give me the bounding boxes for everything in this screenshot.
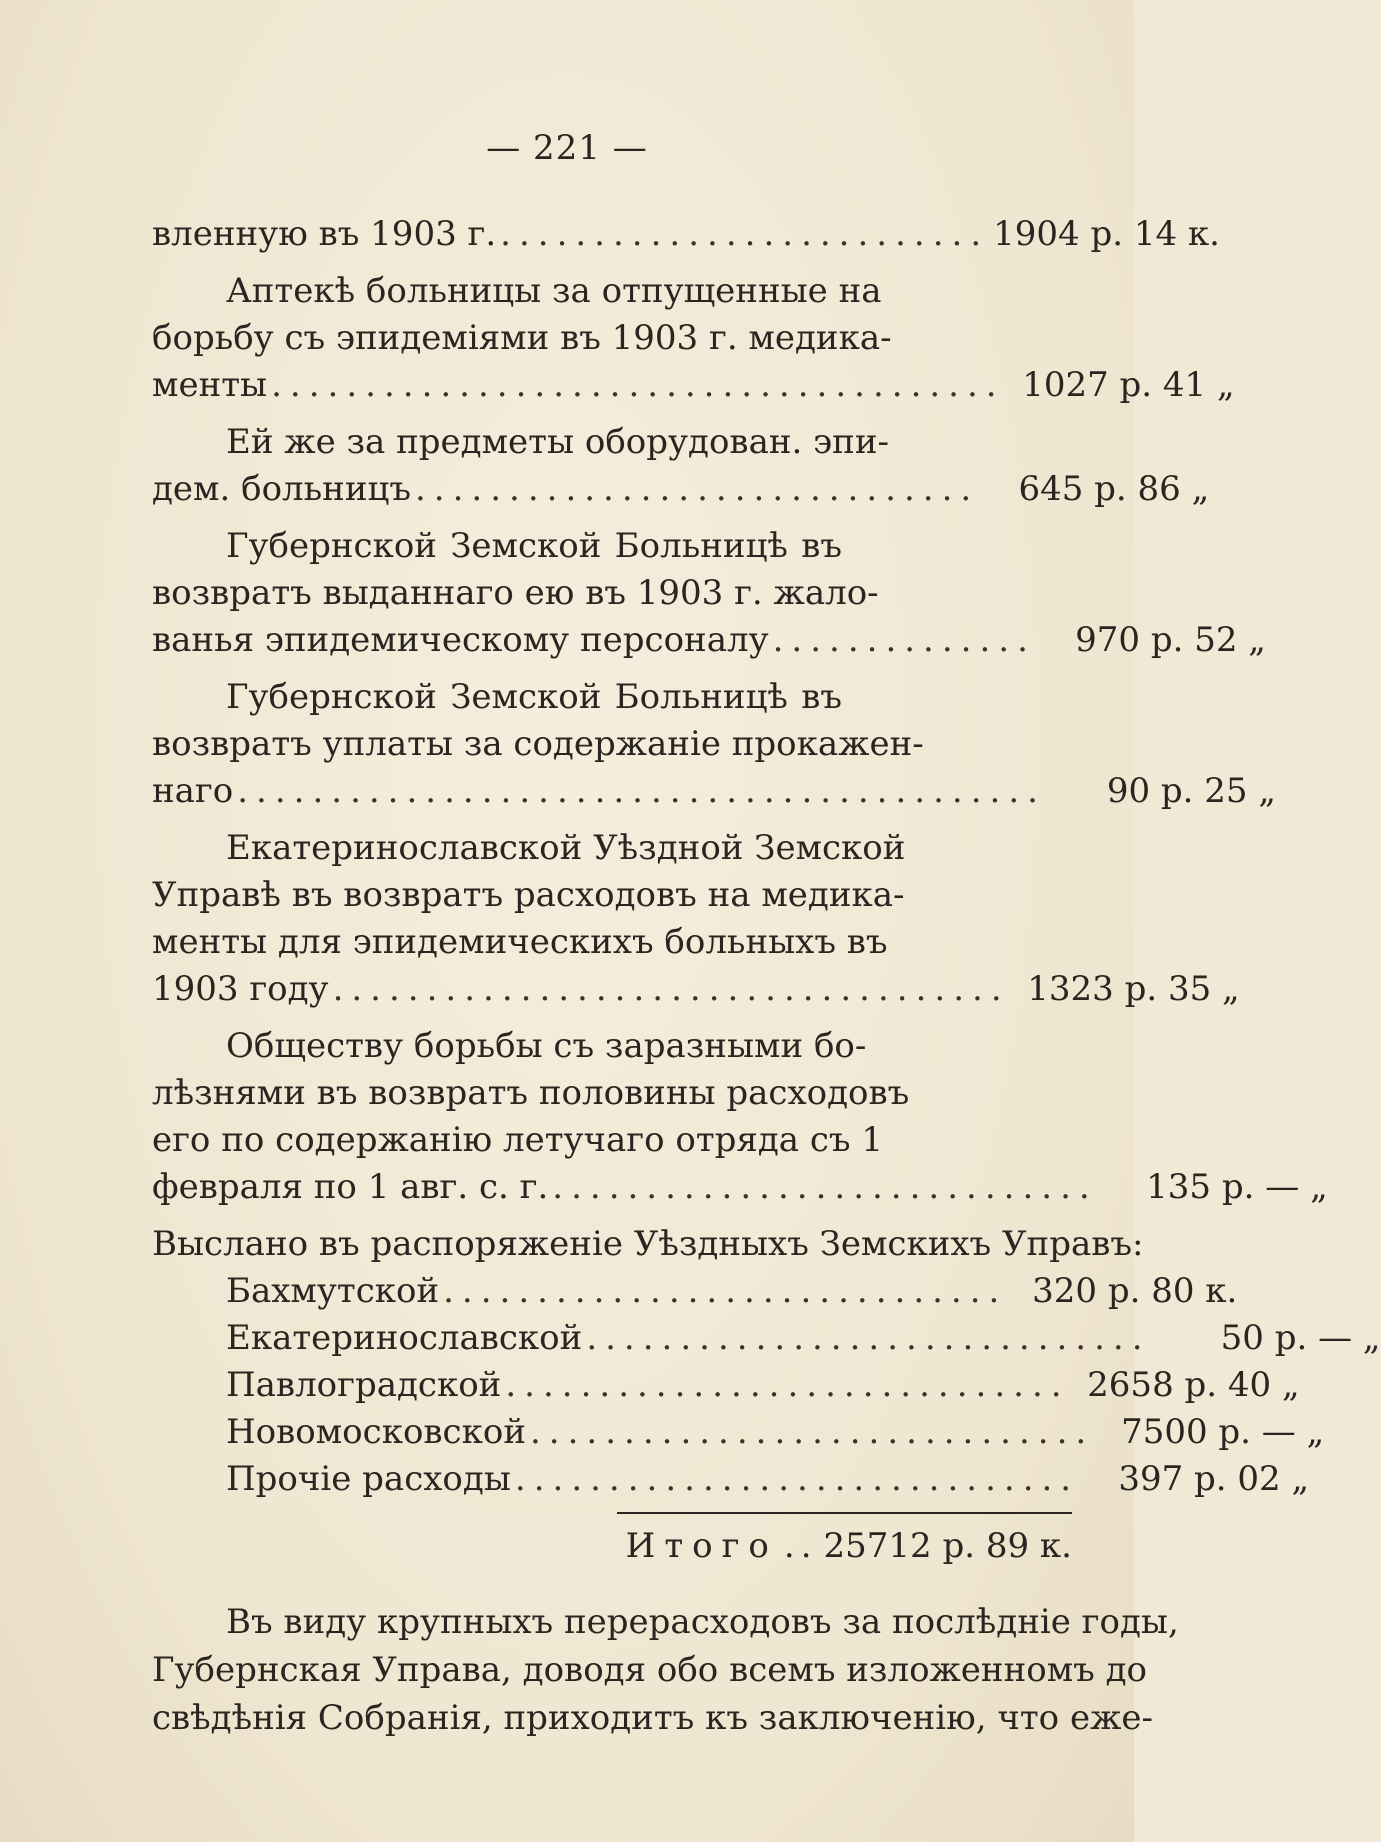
leader-dots: ..............................	[443, 1271, 1008, 1311]
entry-amount: 970 р. 52 „	[1075, 620, 1266, 660]
paragraph-line	[152, 1598, 1179, 1646]
entry-line	[152, 918, 1072, 965]
entry-amount: 1323 р. 35 „	[1027, 969, 1240, 1009]
paragraph-text: Въ виду крупныхъ перерасходовъ за послѣдніе годы,	[226, 1602, 1179, 1642]
entry-line	[152, 314, 1072, 361]
entry-text: его по содержанію летучаго отряда съ 1	[152, 1120, 883, 1160]
entry-text: Губернской Земской Больницѣ въ	[226, 677, 842, 717]
section-heading: Выслано въ распоряженіе Уѣздныхъ Земскихъ Управъ:	[152, 1224, 1144, 1264]
leader-dots: ...........................................	[237, 771, 1046, 811]
entry-line	[152, 569, 1072, 616]
sub-entry	[152, 1361, 1300, 1408]
leader-dots: ..............................	[586, 1318, 1151, 1358]
sub-entry-label: Екатеринославской	[226, 1318, 583, 1358]
total-amount: 25712 р. 89 к.	[823, 1526, 1072, 1566]
entry-text: дем. больницъ	[152, 469, 411, 509]
entry-line	[152, 210, 1220, 257]
leader-dots: ..............................	[414, 469, 980, 509]
entry-line	[152, 418, 1072, 465]
entry-text: февраля по 1 авг. с. г.	[152, 1167, 549, 1207]
entry-line	[152, 465, 1210, 512]
entry-amount: 90 р. 25 „	[1106, 771, 1276, 811]
expense-list	[152, 210, 1381, 1742]
entry-text: менты	[152, 365, 268, 405]
leader-dots: ..........................	[500, 214, 990, 254]
paragraph-line	[152, 1646, 1148, 1694]
entry-line	[152, 267, 1072, 314]
sub-entry	[152, 1267, 1238, 1314]
section-heading-line	[152, 1220, 1144, 1267]
sub-entry-label: Бахмутской	[226, 1271, 440, 1311]
entry-line	[152, 1163, 1328, 1210]
total-line	[152, 1522, 1072, 1572]
sub-entry-amount: 50 р. — „	[1220, 1318, 1381, 1358]
entry-amount: 1027 р. 41 „	[1022, 365, 1235, 405]
entry-text: Управѣ въ возвратъ расходовъ на медика-	[152, 875, 905, 915]
paragraph-text: свѣдѣнія Собранія, приходитъ къ заключенію, что еже-	[152, 1698, 1153, 1738]
entry-line	[152, 1116, 1072, 1163]
sub-entry	[152, 1408, 1325, 1455]
entry-text: Обществу борьбы съ заразными бо-	[226, 1026, 867, 1066]
sub-entry-amount: 2658 р. 40 „	[1087, 1365, 1300, 1405]
entry-text: 1903 году	[152, 969, 329, 1009]
leader-dots: ....................................	[332, 969, 1010, 1009]
entry-line	[152, 824, 1072, 871]
sub-entry-amount: 397 р. 02 „	[1118, 1459, 1310, 1499]
leader-dots: .......................................	[271, 365, 1005, 405]
entry-amount: 1904 р. 14 к.	[993, 214, 1220, 254]
entry-line	[152, 522, 1072, 569]
entry-text: возвратъ уплаты за содержаніе прокажен-	[152, 724, 924, 764]
entry-text: возвратъ выданнаго ею въ 1903 г. жало-	[152, 573, 879, 613]
entry-line	[152, 673, 1072, 720]
leader-dots: ..	[783, 1526, 818, 1566]
sub-entry-amount: 320 р. 80 к.	[1032, 1271, 1238, 1311]
entry-text: борьбу съ эпидеміями въ 1903 г. медика-	[152, 318, 892, 358]
entry-text: Губернской Земской Больницѣ въ	[226, 526, 842, 566]
sub-entry	[152, 1314, 1381, 1361]
entry-text: Екатеринославской Уѣздной Земской	[226, 828, 906, 868]
sub-entry-label: Павлоградской	[226, 1365, 502, 1405]
entry-line	[152, 871, 1072, 918]
entry-line	[152, 965, 1240, 1012]
entry-line	[152, 1022, 1072, 1069]
page-number: — 221 —	[486, 128, 648, 168]
total-label: Итого	[625, 1526, 778, 1566]
sub-entry-label: Новомосковской	[226, 1412, 526, 1452]
sub-entry-label: Прочіе расходы	[226, 1459, 511, 1499]
entry-text: вленную въ 1903 г.	[152, 214, 497, 254]
leader-dots: ..............	[772, 620, 1036, 660]
leader-dots: .............................	[552, 1167, 1098, 1207]
leader-dots: ..............................	[529, 1412, 1095, 1452]
leader-dots: ..............................	[514, 1459, 1080, 1499]
sub-entry-amount: 7500 р. — „	[1121, 1412, 1325, 1452]
total-rule	[617, 1512, 1072, 1514]
sub-entry	[152, 1455, 1310, 1502]
closing-paragraph	[152, 1598, 1179, 1742]
entry-line	[152, 361, 1235, 408]
entry-line	[152, 720, 1072, 767]
entry-text: лѣзнями въ возвратъ половины расходовъ	[152, 1073, 910, 1113]
entry-text: менты для эпидемическихъ больныхъ въ	[152, 922, 888, 962]
entry-line	[152, 1069, 1072, 1116]
paragraph-text: Губернская Управа, доводя обо всемъ изложенномъ до	[152, 1650, 1148, 1690]
leader-dots: ..............................	[505, 1365, 1070, 1405]
entry-text: Ей же за предметы оборудован. эпи-	[226, 422, 889, 462]
paragraph-line	[152, 1694, 1153, 1742]
entry-amount: 135 р. — „	[1146, 1167, 1328, 1207]
entry-line	[152, 616, 1266, 663]
entry-amount: 645 р. 86 „	[1018, 469, 1210, 509]
entry-text: Аптекѣ больницы за отпущенные на	[226, 271, 882, 311]
entry-line	[152, 767, 1276, 814]
entry-text: ванья эпидемическому персоналу	[152, 620, 769, 660]
entry-text: наго	[152, 771, 234, 811]
